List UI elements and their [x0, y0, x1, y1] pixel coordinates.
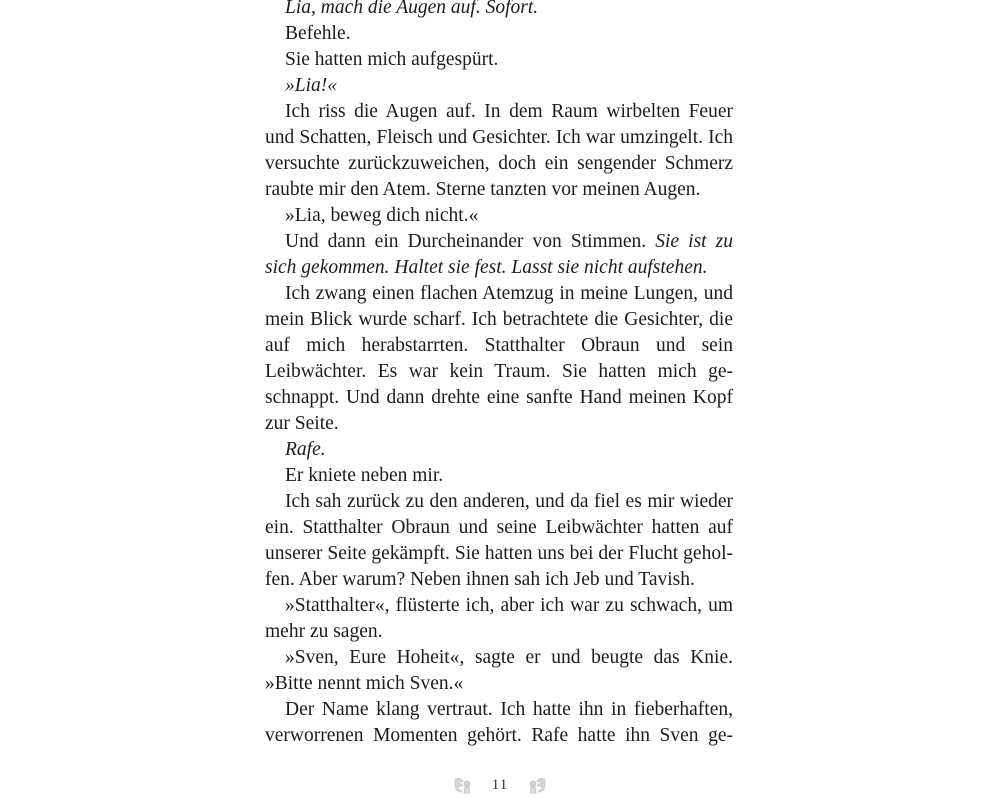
- page-number: 11: [491, 776, 509, 793]
- paragraph-13: »Sven, Eure Hoheit«, sagte er und beugte das Knie. »Bitte nennt mich Sven.«: [265, 647, 733, 694]
- book-page: [265, 0, 733, 749]
- paragraph-5: Ich riss die Augen auf. In dem Raum wirbelten Feuer und Schatten, Fleisch und Gesichter. Ich war umzingelt. Ich versuchte zurückzuweichen, doch ein sengender Schmerz raubte mir den Atem. Sterne tanzten vor meinen Augen.: [265, 101, 733, 200]
- paragraph-3: Sie hatten mich aufgespürt.: [285, 49, 499, 70]
- paragraph-7-plain: Und dann ein Durcheinander von Stimmen.: [285, 231, 647, 252]
- paragraph-7-italic: Sie ist zu sich gekommen. Haltet sie fest. Lasst sie nicht aufstehen.: [265, 231, 734, 278]
- paragraph-2: Befehle.: [285, 23, 351, 44]
- page-footer: [0, 774, 1000, 800]
- paragraph-4: [265, 73, 733, 99]
- paragraph-14: Der Name klang vertraut. Ich hatte ihn in fieberhaften, verworrenen Momenten gehört. Rafe hatte ihn Sven ge-: [265, 699, 733, 746]
- paragraph-9: [265, 437, 733, 463]
- paragraph-6: »Lia, beweg dich nicht.«: [285, 205, 479, 226]
- italic-text: Rafe.: [285, 439, 326, 460]
- paragraph-7: [265, 229, 733, 281]
- paragraph-11: Ich sah zurück zu den anderen, und da fiel es mir wieder ein. Statthalter Obraun und seine Leibwächter hatten auf unserer Seite gekämpft. Sie hatten uns bei der Flucht geholfen. Aber warum? Neben ihnen sah ich Jeb und Tavish.: [265, 491, 733, 590]
- winged-ornament-icon: [452, 774, 474, 796]
- winged-ornament-icon: [526, 774, 548, 796]
- paragraph-12: »Statthalter«, flüsterte ich, aber ich war zu schwach, um mehr zu sagen.: [265, 595, 733, 642]
- paragraph-8: Ich zwang einen flachen Atemzug in meine Lungen, und mein Blick wurde scharf. Ich betrachtete die Gesichter, die auf mich herabstarrten. Statthalter Obraun und sein Leibwächter. Es war kein Traum. Sie hatten mich geschnappt. Und dann drehte eine sanfte Hand meinen Kopf zur Seite.: [265, 283, 733, 434]
- paragraph-1: [265, 0, 733, 21]
- italic-text: »Lia!«: [285, 75, 338, 96]
- paragraph-10: Er kniete neben mir.: [285, 465, 444, 486]
- italic-text: Lia, mach die Augen auf. Sofort.: [285, 0, 539, 18]
